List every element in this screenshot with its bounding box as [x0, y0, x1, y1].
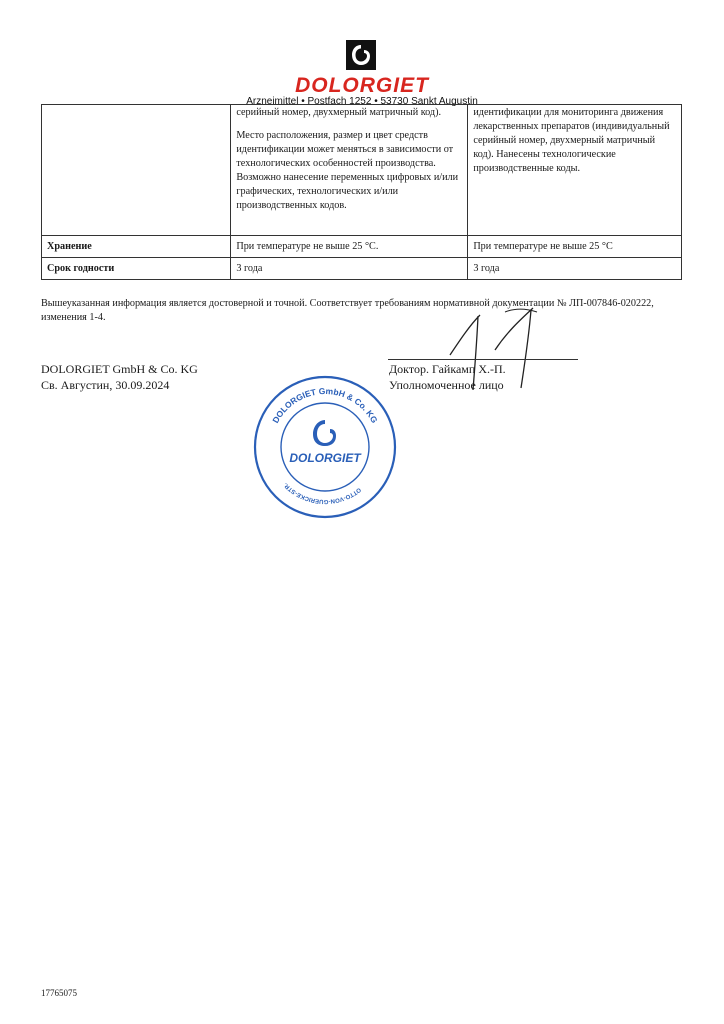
- cell-paragraph: Место расположения, размер и цвет средств идентификации может меняться в зависимости от технологических особенностей производства.: [236, 130, 454, 169]
- table-cell-proposed: При температуре не выше 25 °С.: [231, 236, 468, 258]
- table-cell-label: Срок годности: [42, 258, 231, 280]
- signer-name: Доктор. Гайкамп Х.-П.: [389, 362, 506, 376]
- table-cell-proposed: [231, 105, 468, 236]
- cell-paragraph: Возможно нанесение переменных цифровых и/или графических, технологических и/или производственных кодов.: [236, 172, 459, 211]
- signer-block: [389, 361, 506, 393]
- signature-line: [388, 359, 578, 360]
- company-block: [41, 361, 198, 393]
- specification-table: [41, 104, 682, 280]
- table-cell-current: 3 года: [468, 258, 682, 280]
- dolorgiet-logo-icon: [346, 40, 376, 70]
- company-name: DOLORGIET GmbH & Co. KG: [41, 362, 198, 376]
- company-stamp: [250, 372, 400, 522]
- table-cell-label: Хранение: [42, 236, 231, 258]
- brand-name: DOLORGIET: [295, 74, 429, 97]
- place-date: Св. Августин, 30.09.2024: [41, 378, 170, 392]
- cell-paragraph: серийный номер, двухмерный матричный код).: [236, 107, 442, 118]
- table-cell-current: При температуре не выше 25 °С: [468, 236, 682, 258]
- table-cell-proposed: 3 года: [231, 258, 468, 280]
- conformity-statement: Вышеуказанная информация является достоверной и точной. Соответствует требованиям нормативной документации № ЛП-007846-020222, изменения 1-4.: [41, 298, 654, 323]
- svg-text:OTTO-VON-GUERICKE-STR. 1 · D-5: OTTO-VON-GUERICKE-STR.: [282, 481, 362, 505]
- document-number: 17765075: [41, 988, 77, 998]
- cell-paragraph: идентификации для мониторинга движения лекарственных препаратов (индивидуальный серийный номер, двухмерный матричный код). Нанесены технологические производственные коды.: [473, 107, 670, 174]
- table-row-continuation: [42, 105, 682, 236]
- table-cell-label: [42, 105, 231, 236]
- table-row-storage: [42, 236, 682, 258]
- company-address: Arzneimittel • Postfach 1252 • 53730 Sankt Augustin: [246, 96, 478, 107]
- svg-text:DOLORGIET GmbH & Co. KG: DOLORGIET GmbH & Co. KG: [270, 385, 380, 425]
- svg-text:DOLORGIET: DOLORGIET: [289, 451, 361, 465]
- table-cell-current: [468, 105, 682, 236]
- signer-role: Уполномоченное лицо: [389, 378, 504, 392]
- table-row-shelf-life: [42, 258, 682, 280]
